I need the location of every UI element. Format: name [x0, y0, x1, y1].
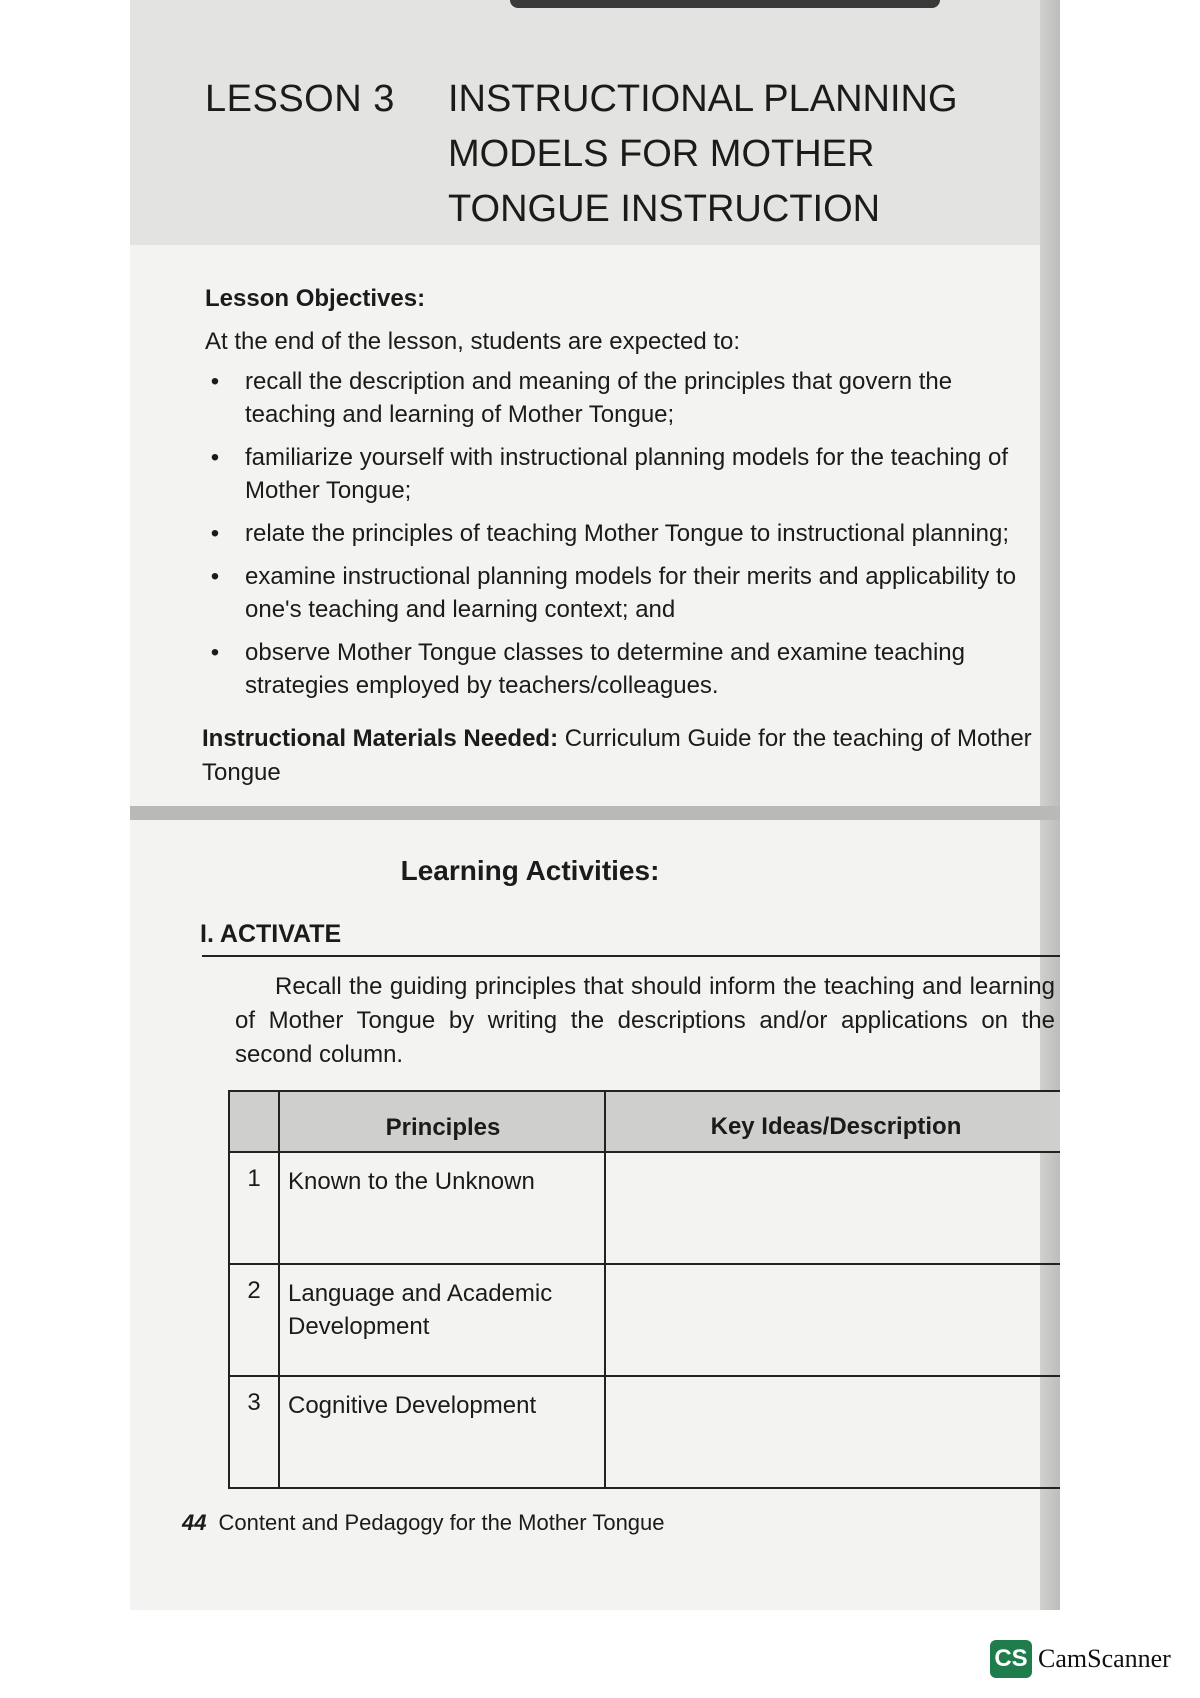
- row-number: 3: [229, 1376, 279, 1488]
- activate-heading: I. ACTIVATE: [200, 920, 342, 948]
- table-row: [229, 1264, 1060, 1376]
- camscanner-name: CamScanner: [1038, 1644, 1171, 1673]
- row-description[interactable]: [605, 1376, 1060, 1488]
- column-header-number: [229, 1091, 279, 1152]
- objectives-list: [205, 365, 1045, 712]
- bullet-icon: •: [210, 444, 220, 471]
- objectives-intro: At the end of the lesson, students are expected to:: [205, 328, 741, 355]
- row-description[interactable]: [605, 1152, 1060, 1264]
- lesson-title: INSTRUCTIONAL PLANNING MODELS FOR MOTHER TONGUE INSTRUCTION: [448, 78, 958, 230]
- row-number: 1: [229, 1152, 279, 1264]
- objective-text: relate the principles of teaching Mother Tongue to instructional planning;: [245, 520, 1010, 547]
- page-footer: [182, 1510, 665, 1536]
- scan-shadow: [510, 0, 940, 8]
- activity-instructions: Recall the guiding principles that should inform the teaching and learning of Mother Tongue by writing the descriptions and/or applications on the second column.: [235, 973, 1055, 1068]
- camscanner-watermark: [990, 1640, 1171, 1678]
- row-principle: Known to the Unknown: [279, 1152, 605, 1264]
- row-principle: Language and Academic Development: [279, 1264, 605, 1376]
- footer-text: Content and Pedagogy for the Mother Tongue: [218, 1510, 665, 1535]
- camscanner-logo-icon: CS: [990, 1640, 1032, 1678]
- bullet-icon: •: [210, 368, 220, 395]
- bullet-icon: •: [210, 563, 220, 590]
- section-divider: [130, 806, 1060, 820]
- bullet-icon: •: [210, 639, 220, 666]
- document-page: [130, 0, 1060, 1610]
- objective-text: observe Mother Tongue classes to determine and examine teaching strategies employed by teachers/colleagues.: [245, 639, 965, 699]
- column-header-description: Key Ideas/Description: [605, 1091, 1060, 1152]
- objective-item: [205, 560, 1045, 626]
- row-description[interactable]: [605, 1264, 1060, 1376]
- objective-item: [205, 517, 1045, 550]
- lesson-label: LESSON 3: [205, 78, 395, 120]
- objective-text: recall the description and meaning of the principles that govern the teaching and learning of Mother Tongue;: [245, 368, 953, 428]
- bullet-icon: •: [210, 520, 220, 547]
- principles-table: [228, 1090, 1060, 1489]
- table-header-row: [229, 1091, 1060, 1152]
- section-rule: [202, 955, 1060, 957]
- objective-text: examine instructional planning models for their merits and applicability to one's teaching and learning context; and: [245, 563, 1017, 623]
- row-principle: Cognitive Development: [279, 1376, 605, 1488]
- materials-needed: [202, 722, 1042, 790]
- objective-item: [205, 365, 1045, 431]
- materials-text: Curriculum Guide for the teaching of Mother Tongue: [202, 725, 1032, 786]
- table-row: [229, 1152, 1060, 1264]
- objectives-heading: Lesson Objectives:: [205, 285, 426, 312]
- objective-item: [205, 441, 1045, 507]
- row-number: 2: [229, 1264, 279, 1376]
- activities-heading: Learning Activities:: [400, 855, 660, 886]
- column-header-principles: Principles: [279, 1091, 605, 1152]
- table-row: [229, 1376, 1060, 1488]
- objective-text: familiarize yourself with instructional planning models for the teaching of Mother Tongue;: [245, 444, 1009, 504]
- objective-item: [205, 636, 1045, 702]
- materials-label: Instructional Materials Needed:: [202, 725, 559, 752]
- page-number: 44: [182, 1510, 207, 1535]
